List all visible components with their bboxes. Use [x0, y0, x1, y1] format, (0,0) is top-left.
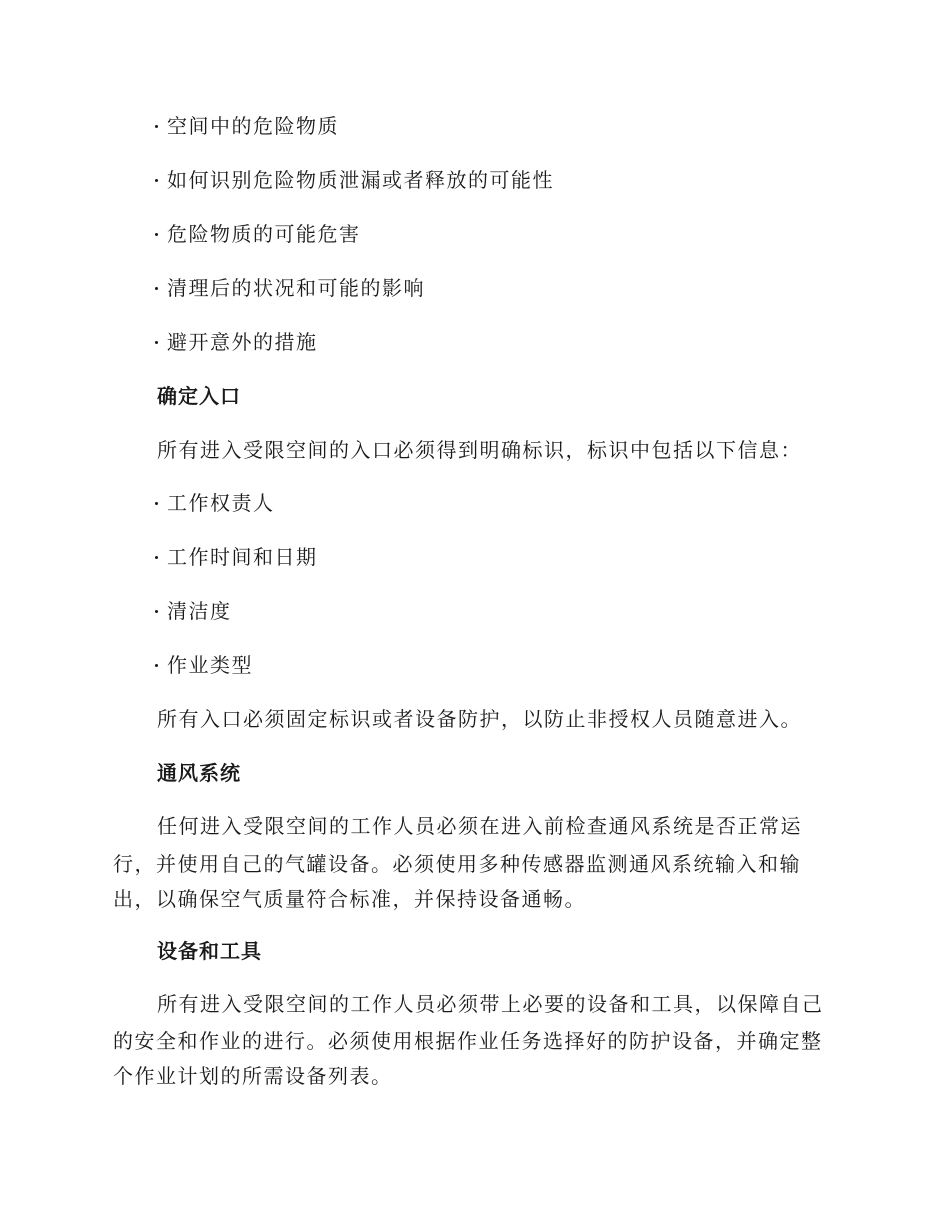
section-heading-entry: 确定入口 — [157, 384, 241, 408]
list-item — [155, 165, 554, 195]
bullet-icon — [155, 341, 158, 344]
list-item-text: 如何识别危险物质泄漏或者释放的可能性 — [167, 168, 554, 192]
list-item — [155, 650, 253, 680]
list-item — [155, 596, 232, 626]
list-item — [155, 488, 275, 518]
list-item — [155, 219, 361, 249]
list-item — [155, 111, 339, 141]
list-item-text: 危险物质的可能危害 — [167, 222, 361, 246]
section-entry-intro: 所有进入受限空间的入口必须得到明确标识，标识中包括以下信息： — [157, 438, 802, 462]
list-item-text: 空间中的危险物质 — [167, 114, 339, 138]
section-heading-ventilation: 通风系统 — [157, 761, 241, 785]
paragraph-line: 行，并使用自己的气罐设备。必须使用多种传感器监测通风系统输入和输 — [113, 852, 801, 876]
list-item-text: 清洁度 — [167, 599, 232, 623]
section-entry-closing: 所有入口必须固定标识或者设备防护，以防止非授权人员随意进入。 — [157, 707, 802, 731]
bullet-icon — [155, 556, 158, 559]
list-item-text: 避开意外的措施 — [167, 330, 318, 354]
bullet-icon — [155, 664, 158, 667]
paragraph-line: 任何进入受限空间的工作人员必须在进入前检查通风系统是否正常运 — [157, 814, 802, 838]
bullet-icon — [155, 287, 158, 290]
list-item — [155, 327, 318, 357]
section-heading-equipment: 设备和工具 — [157, 939, 262, 963]
paragraph-line: 出，以确保空气质量符合标准，并保持设备通畅。 — [113, 887, 586, 911]
bullet-icon — [155, 233, 158, 236]
bullet-icon — [155, 502, 158, 505]
list-item — [155, 542, 318, 572]
paragraph-line: 所有进入受限空间的工作人员必须带上必要的设备和工具，以保障自己 — [157, 992, 824, 1016]
list-item-text: 作业类型 — [167, 653, 253, 677]
bullet-icon — [155, 179, 158, 182]
bullet-icon — [155, 610, 158, 613]
list-item-text: 工作时间和日期 — [167, 545, 318, 569]
paragraph-line: 的安全和作业的进行。必须使用根据作业任务选择好的防护设备，并确定整 — [113, 1029, 823, 1053]
list-item — [155, 273, 425, 303]
list-item-text: 工作权责人 — [167, 491, 275, 515]
bullet-icon — [155, 125, 158, 128]
paragraph-line: 个作业计划的所需设备列表。 — [113, 1064, 393, 1088]
list-item-text: 清理后的状况和可能的影响 — [167, 276, 425, 300]
